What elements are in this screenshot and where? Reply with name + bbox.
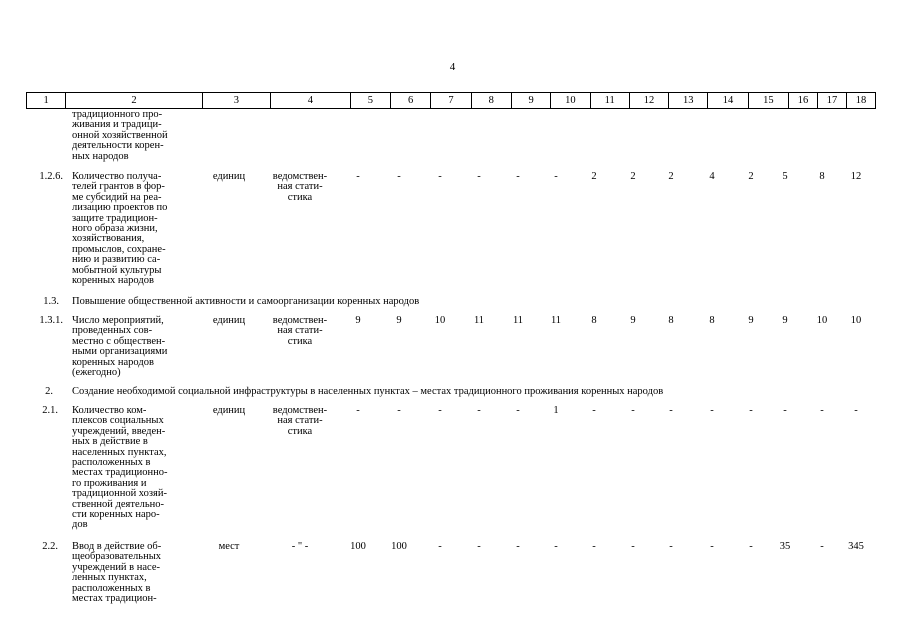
value-cell: - xyxy=(710,405,714,416)
row-number: 2.1. xyxy=(42,405,58,416)
continued-indicator-text: традиционного про- живания и традици- онной хозяйственной деятельности корен- ных народов xyxy=(72,109,168,162)
header-cell: 12 xyxy=(629,93,668,109)
header-cell: 5 xyxy=(350,93,390,109)
row-number: 1.3.1. xyxy=(39,315,63,326)
value-cell: 9 xyxy=(630,315,636,326)
data-source: ведомствен- ная стати- стика xyxy=(272,315,328,347)
header-cell: 8 xyxy=(471,93,511,109)
value-cell: 1 xyxy=(553,405,559,416)
data-source: - " - xyxy=(291,541,309,552)
value-cell: 2 xyxy=(591,171,597,182)
value-cell: 100 xyxy=(391,541,407,552)
section-number: 1.3. xyxy=(43,296,59,307)
value-cell: - xyxy=(554,171,558,182)
header-cell: 7 xyxy=(431,93,471,109)
value-cell: - xyxy=(592,541,596,552)
header-cell: 1 xyxy=(27,93,66,109)
data-source: ведомствен- ная стати- стика xyxy=(272,171,328,203)
header-cell: 16 xyxy=(789,93,818,109)
value-cell: - xyxy=(631,541,635,552)
value-cell: 10 xyxy=(850,315,862,326)
page-number: 4 xyxy=(449,61,456,73)
unit-of-measure: единиц xyxy=(212,315,246,326)
value-cell: - xyxy=(710,541,714,552)
value-cell: 11 xyxy=(512,315,524,326)
header-cell: 11 xyxy=(590,93,629,109)
value-cell: - xyxy=(749,541,753,552)
value-cell: 9 xyxy=(355,315,361,326)
value-cell: 8 xyxy=(819,171,825,182)
value-cell: 2 xyxy=(630,171,636,182)
value-cell: 100 xyxy=(350,541,366,552)
data-source: ведомствен- ная стати- стика xyxy=(272,405,328,437)
value-cell: - xyxy=(477,171,481,182)
header-cell: 13 xyxy=(669,93,708,109)
header-cell: 6 xyxy=(390,93,430,109)
value-cell: - xyxy=(820,541,824,552)
unit-of-measure: единиц xyxy=(212,171,246,182)
value-cell: 2 xyxy=(748,171,754,182)
value-cell: - xyxy=(783,405,787,416)
value-cell: - xyxy=(669,541,673,552)
header-cell: 10 xyxy=(551,93,590,109)
value-cell: - xyxy=(631,405,635,416)
value-cell: - xyxy=(669,405,673,416)
value-cell: - xyxy=(397,405,401,416)
header-cell: 15 xyxy=(748,93,788,109)
value-cell: 9 xyxy=(396,315,402,326)
value-cell: - xyxy=(516,405,520,416)
value-cell: 12 xyxy=(850,171,862,182)
value-cell: 5 xyxy=(782,171,788,182)
value-cell: 345 xyxy=(848,541,864,552)
header-cell: 3 xyxy=(202,93,270,109)
unit-of-measure: мест xyxy=(218,541,240,552)
header-cell: 9 xyxy=(511,93,550,109)
value-cell: - xyxy=(516,171,520,182)
value-cell: - xyxy=(554,541,558,552)
section-title: Повышение общественной активности и самоорганизации коренных народов xyxy=(72,296,420,307)
value-cell: 8 xyxy=(591,315,597,326)
indicator-name: Число мероприятий, проведенных сов- местно с обществен- ными организациями коренных народов (ежегодно) xyxy=(72,315,168,379)
indicator-name: Количество ком- плексов социальных учреждений, введен- ных в действие в населенных пунктах, расположенных в местах традиционно- го проживания и традиционной хозяй- ственной деятельно- сти коренных наро- дов xyxy=(72,405,168,531)
section-title: Создание необходимой социальной инфраструктуры в населенных пунктах – местах традиционного проживания коренных народов xyxy=(72,386,664,397)
value-cell: - xyxy=(820,405,824,416)
header-cell: 18 xyxy=(846,93,875,109)
value-cell: - xyxy=(438,171,442,182)
value-cell: - xyxy=(356,405,360,416)
value-cell: - xyxy=(592,405,596,416)
value-cell: 8 xyxy=(709,315,715,326)
value-cell: - xyxy=(477,405,481,416)
indicator-name: Ввод в действие об- щеобразовательных учреждений в насе- ленных пунктах, расположенных в местах традицион- xyxy=(72,541,162,605)
value-cell: 9 xyxy=(782,315,788,326)
value-cell: - xyxy=(438,541,442,552)
value-cell: - xyxy=(397,171,401,182)
value-cell: - xyxy=(438,405,442,416)
row-number: 2.2. xyxy=(42,541,58,552)
value-cell: 11 xyxy=(550,315,562,326)
header-cell: 2 xyxy=(66,93,203,109)
value-cell: 10 xyxy=(816,315,828,326)
header-cell: 17 xyxy=(817,93,846,109)
value-cell: 4 xyxy=(709,171,715,182)
value-cell: 2 xyxy=(668,171,674,182)
value-cell: 9 xyxy=(748,315,754,326)
value-cell: - xyxy=(749,405,753,416)
unit-of-measure: единиц xyxy=(212,405,246,416)
value-cell: 11 xyxy=(473,315,485,326)
value-cell: 35 xyxy=(779,541,791,552)
row-number: 1.2.6. xyxy=(39,171,63,182)
table-header xyxy=(26,92,876,109)
value-cell: 8 xyxy=(668,315,674,326)
header-cell: 4 xyxy=(271,93,351,109)
header-cell: 14 xyxy=(708,93,748,109)
section-number: 2. xyxy=(45,386,53,397)
indicator-name: Количество получа- телей грантов в фор- ме субсидий на реа- лизацию проектов по защите традицион- ного образа жизни, хозяйствования, промыслов, сохране- нию и развитию са- мобытной культуры коренных народов xyxy=(72,171,168,287)
value-cell: - xyxy=(477,541,481,552)
value-cell: - xyxy=(356,171,360,182)
value-cell: - xyxy=(854,405,858,416)
value-cell: 10 xyxy=(434,315,446,326)
value-cell: - xyxy=(516,541,520,552)
